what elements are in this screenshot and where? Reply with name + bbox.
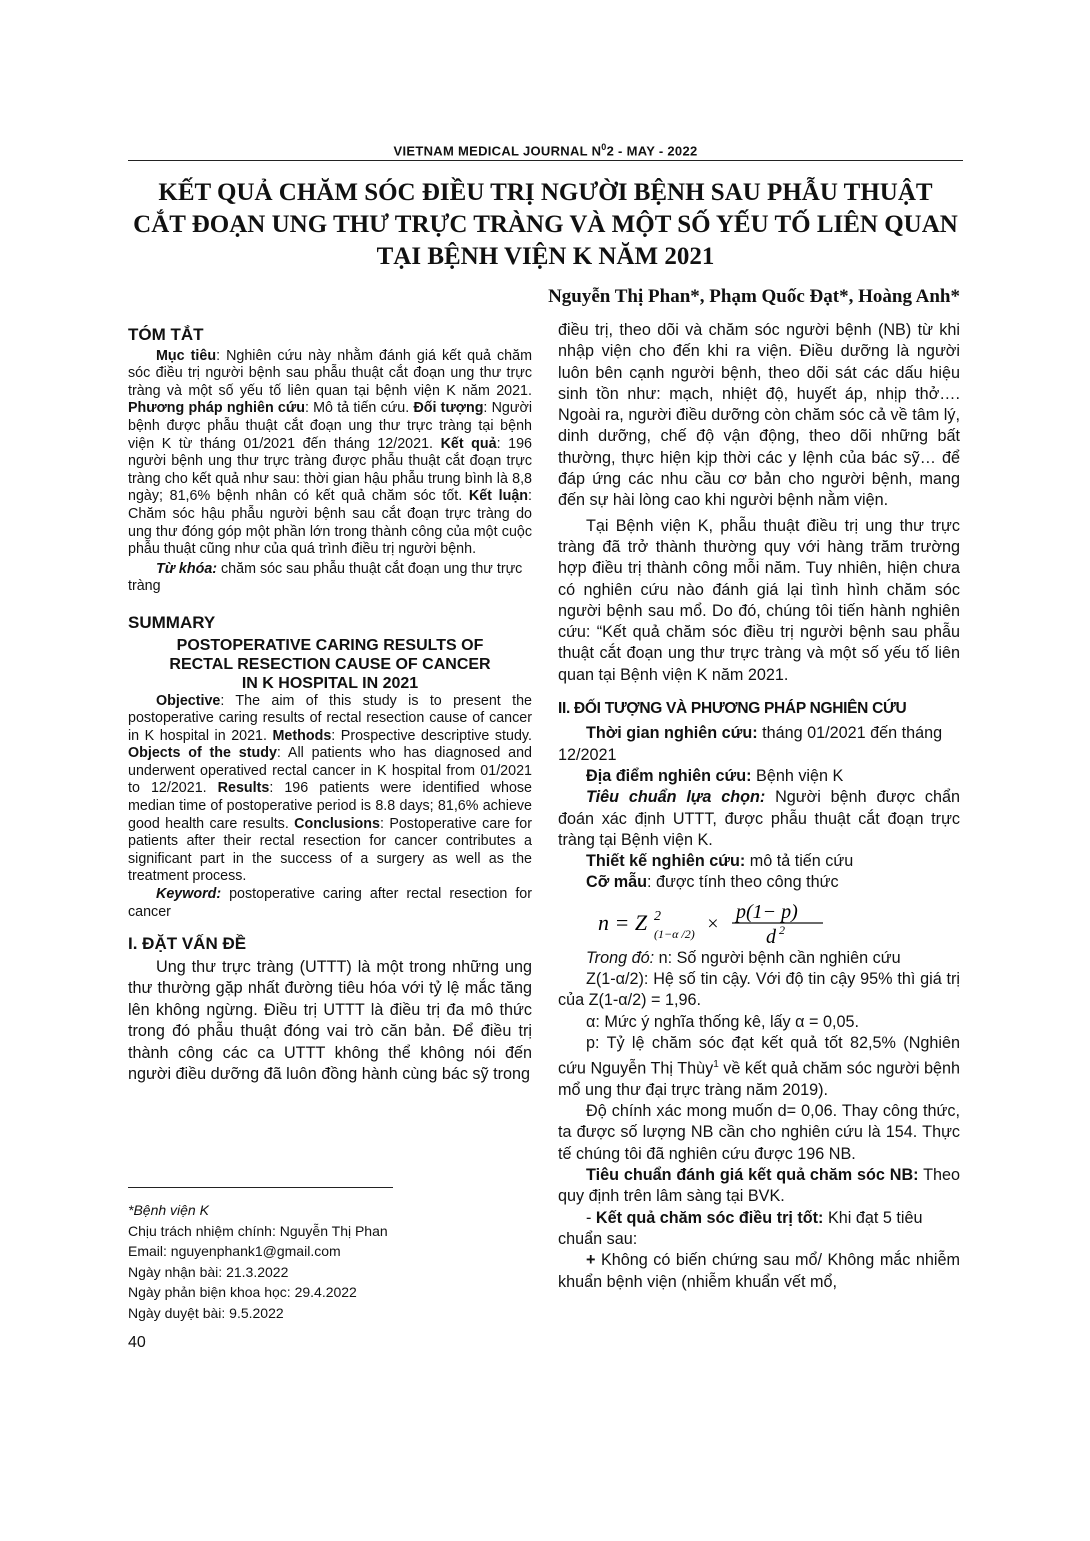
precision-d: Độ chính xác mong muốn d= 0,06. Thay công thức, ta được số lượng NB cần cho nghiên cứu là 154. Thực tế chúng tôi đã nghiên cứu được 196 NB.: [558, 1102, 960, 1163]
summary-text: Objective: The aim of this study is to present the postoperative caring results of rectal resection cause of cancer in K hospital in 2021. Methods: Prospective descriptive study. Objects of the study: All patients who has diagnosed and underwent operatived rectal cancer in K hospital from 01/2021 to 12/2021. Results: 196 patients were identified whose median time of postoperative period is 8.8 days; 81,6% achieve good health care results. Conclusions: Postoperative care for patients after their rectal resection for cancer contributes a significant part in the success of a surgery as well as the treatment process.: [128, 692, 532, 885]
title-line-2: CẮT ĐOẠN UNG THƯ TRỰC TRÀNG VÀ MỘT SỐ YẾU TỐ LIÊN QUAN: [133, 211, 958, 238]
svg-text:2: 2: [654, 908, 661, 924]
authors: Nguyễn Thị Phan*, Phạm Quốc Đạt*, Hoàng Anh*: [548, 286, 960, 307]
good-result-criteria: - Kết quả chăm sóc điều trị tốt: Khi đạt 5 tiêu chuẩn sau:: [558, 1208, 923, 1248]
svg-text:2: 2: [779, 922, 785, 937]
study-place: Địa điểm nghiên cứu: Bệnh viện K: [586, 766, 844, 785]
intro-paragraph-2: Tại Bệnh viện K, phẫu thuật điều trị ung thư trực tràng đã trở thành thường quy với hàng trăm trường hợp điều trị thành công mỗi năm. Tuy nhiên, hiện chưa có nghiên cứu nào đánh giá lại tình hình chăm sóc người bệnh sau mổ. Do đó, chúng tôi tiến hành nghiên cứu: “Kết quả chăm sóc điều trị người bệnh sau phẫu thuật cắt đoạn ung thư trực tràng và một số yếu tố liên quan tại Bệnh viện K năm 2021.: [558, 516, 960, 684]
left-column: [128, 320, 532, 1086]
intro-paragraph-1: Ung thư trực tràng (UTTT) là một trong những ung thư thường gặp nhất đường tiêu hóa với tỷ lệ mắc tăng lên không ngừng. Điều trị UTTT là điều trị đa mô thức trong đó phẫu thuật đóng vai trò căn bản. Để điều trị thành công các ca UTTT không thể không nói đến người điều dưỡng đã luôn đồng hành cùng bác sỹ trong: [128, 957, 532, 1084]
study-design: Thiết kế nghiên cứu: mô tả tiến cứu: [586, 852, 854, 871]
sample-size-formula: [598, 900, 960, 944]
criterion-1: + Không có biến chứng sau mổ/ Không mắc nhiễm khuẩn bệnh viện (nhiễm khuẩn vết mổ,: [558, 1251, 960, 1291]
footnotes: *Bệnh viện K Chịu trách nhiệm chính: Nguyễn Thị Phan Email: nguyenphank1@gmail.com Ngày nhận bài: 21.3.2022 Ngày phản biện khoa học: 29.4.2022 Ngày duyệt bài: 9.5.2022: [128, 1202, 388, 1321]
journal-header: VIETNAM MEDICAL JOURNAL $N^02$ - MAY - 2022: [393, 142, 698, 159]
where-alpha: α: Mức ý nghĩa thống kê, lấy α = 0,05.: [586, 1012, 859, 1031]
summary-heading: SUMMARY: [128, 612, 216, 632]
right-column: [558, 320, 960, 1293]
where-n: Trong đó: n: Số người bệnh cần nghiên cứu: [586, 948, 901, 967]
abstract-vi-text: Mục tiêu: Nghiên cứu này nhằm đánh giá kết quả chăm sóc điều trị người bệnh sau phẫu thuật cắt đoạn ung thư trực tràng và một số yếu tố liên quan tại bệnh viện K năm 2021. Phương pháp nghiên cứu: Mô tả tiến cứu. Đối tượng: Người bệnh được phẫu thuật cắt đoạn ung thư trực tràng tại bệnh viện K từ tháng 01/2021 đến tháng 12/2021. Kết quả: 196 người bệnh ung thư trực tràng được phẫu thuật cắt đoạn trực tràng cho kết quả như sau: thời gian hậu phẫu trung bình là 8,8 ngày; 81,6% bệnh nhân có kết quả chăm sóc tốt. Kết luận: Chăm sóc hậu phẫu người bệnh sau cắt đoạn trực tràng do ung thư đóng góp một phần lớn trong thành công của một cuộc phẫu thuật cũng như của quá trình điều trị người bệnh.: [128, 347, 533, 558]
footnote-rule: [128, 1187, 393, 1188]
intro-paragraph-1-continued: điều trị, theo dõi và chăm sóc người bệnh (NB) từ khi nhập viện cho đến khi ra viện. Điều dưỡng là người luôn bên cạnh người bệnh, theo dõi sát các dấu hiệu sinh tồn như: mạch, nhiệt độ, huyết áp, nhịp thở…. Ngoài ra, người điều dưỡng còn chăm sóc cả về tâm lý, dinh dưỡng, chế độ vận động, theo dõi những bất thường, thực hiện kịp thời các y lệnh của bác sỹ… để đáp ứng các nhu cầu cơ bản cho người bệnh, mang đến sự hài lòng cao khi người bệnh nằm viện.: [558, 321, 960, 510]
where-z: Z(1-α/2): Hệ số tin cậy. Với độ tin cậy 95% thì giá trị của Z(1-α/2) = 1,96.: [558, 970, 960, 1010]
summary-keywords: Keyword: postoperative caring after rectal resection for cancer: [128, 886, 532, 920]
methods-heading: II. ĐỐI TƯỢNG VÀ PHƯƠNG PHÁP NGHIÊN CỨU: [558, 700, 907, 718]
summary-title: POSTOPERATIVE CARING RESULTS OF RECTAL RESECTION CAUSE OF CANCER IN K HOSPITAL IN 2021: [169, 636, 491, 692]
abstract-vi-keywords: Từ khóa: chăm sóc sau phẫu thuật cắt đoạn ung thư trực tràng: [128, 560, 523, 595]
svg-text:n = Z: n = Z: [598, 909, 648, 935]
header-rule: [128, 160, 963, 161]
selection-criteria: Tiêu chuẩn lựa chọn: Người bệnh được chẩn đoán xác định UTTT, được phẫu thuật cắt đoạn trực tràng tại Bệnh viện K.: [558, 788, 960, 849]
formula-graphic: [598, 900, 928, 946]
title-line-3: TẠI BỆNH VIỆN K NĂM 2021: [376, 243, 715, 270]
svg-text:×: ×: [706, 912, 720, 935]
evaluation-criteria: Tiêu chuẩn đánh giá kết quả chăm sóc NB: Theo quy định trên lâm sàng tại BVK.: [558, 1166, 961, 1206]
where-p: p: Tỷ lệ chăm sóc đạt kết quả tốt 82,5% (Nghiên cứu Nguyễn Thị Thùy$^1$ về kết quả chăm sóc người bệnh mổ ung thư đại trực tràng năm 2019).: [558, 1033, 960, 1099]
abstract-heading: TÓM TẮT: [128, 325, 204, 344]
study-time: Thời gian nghiên cứu: tháng 01/2021 đến tháng 12/2021: [558, 724, 943, 764]
svg-text:(1−α /2): (1−α /2): [654, 926, 695, 941]
page-number: 40: [128, 1334, 146, 1351]
svg-text:p(1− p): p(1− p): [736, 900, 798, 923]
title-line-1: KẾT QUẢ CHĂM SÓC ĐIỀU TRỊ NGƯỜI BỆNH SAU PHẪU THUẬT: [158, 179, 933, 206]
sample-size: Cỡ mẫu: được tính theo công thức: [586, 873, 839, 892]
article-title: [128, 177, 963, 273]
intro-heading: I. ĐẶT VẤN ĐỀ: [128, 934, 247, 954]
svg-text:d: d: [766, 925, 776, 946]
